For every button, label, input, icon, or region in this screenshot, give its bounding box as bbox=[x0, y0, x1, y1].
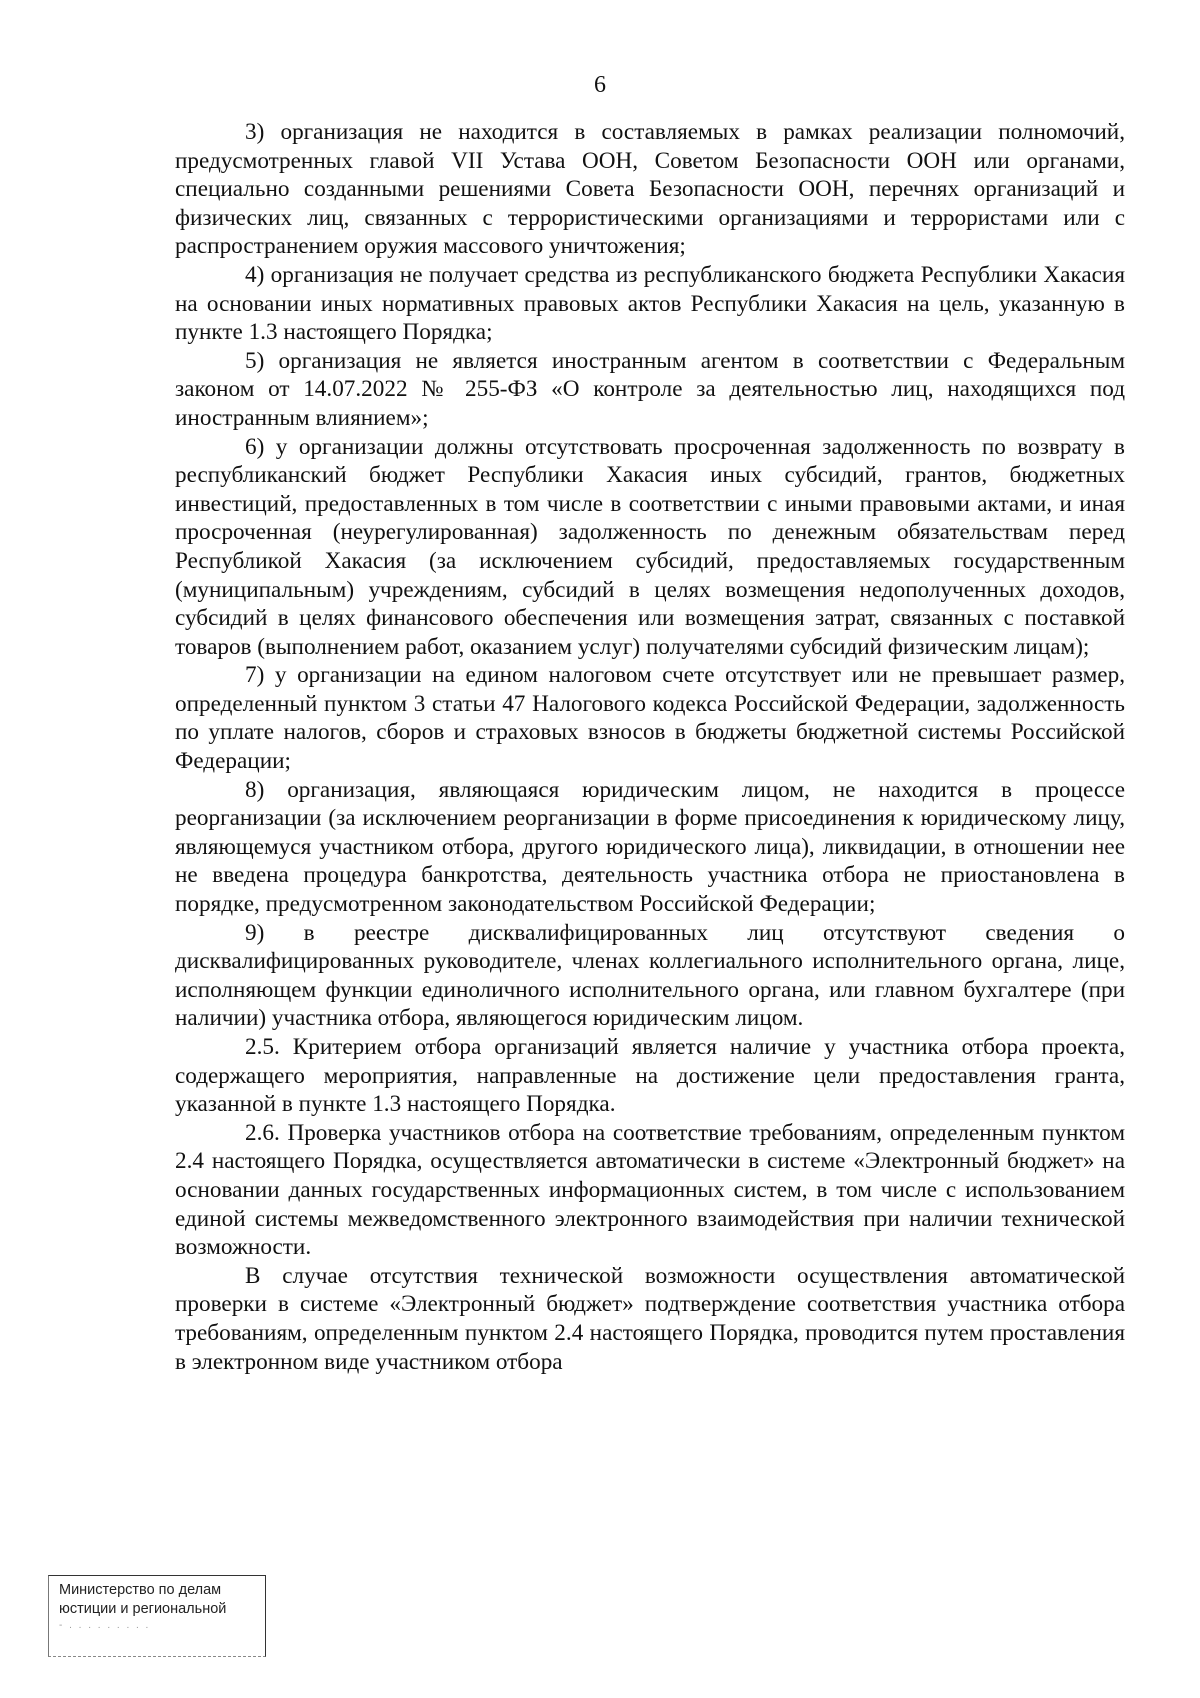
document-body bbox=[175, 118, 1125, 1376]
paragraph-2-6: 2.6. Проверка участников отбора на соответствие требованиям, определенным пунктом 2.4 настоящего Порядка, осуществляется автоматически в системе «Электронный бюджет» на основании данных государственных информационных систем, в том числе с использованием единой системы межведомственного электронного взаимодействия при наличии технической возможности. bbox=[175, 1119, 1125, 1261]
stamp-line-1: Министерство по делам bbox=[59, 1582, 222, 1598]
paragraph-item-8: 8) организация, являющаяся юридическим лицом, не находится в процессе реорганизации (за исключением реорганизации в форме присоединения к юридическому лицу, являющемуся участником отбора, другого юридического лица), ликвидации, в отношении нее не введена процедура банкротства, деятельность участника отбора не приостановлена в порядке, предусмотренном законодательством Российской Федерации; bbox=[175, 776, 1125, 918]
paragraph-item-4: 4) организация не получает средства из республиканского бюджета Республики Хакасия на основании иных нормативных правовых актов Республики Хакасия на цель, указанную в пункте 1.3 настоящего Порядка; bbox=[175, 261, 1125, 346]
page-number: 6 bbox=[594, 72, 606, 98]
stamp-line-3: - . . . . . . . . . bbox=[59, 1620, 151, 1631]
ministry-stamp bbox=[48, 1575, 266, 1657]
paragraph-item-7: 7) у организации на едином налоговом счете отсутствует или не превышает размер, определенный пунктом 3 статьи 47 Налогового кодекса Российской Федерации, задолженность по уплате налогов, сборов и страховых взносов в бюджеты бюджетной системы Российской Федерации; bbox=[175, 662, 1125, 775]
paragraph-item-9: 9) в реестре дисквалифицированных лиц отсутствуют сведения о дисквалифицированных руководителе, членах коллегиального исполнительного органа, лице, исполняющем функции единоличного исполнительного органа, или главном бухгалтере (при наличии) участника отбора, являющегося юридическим лицом. bbox=[175, 919, 1125, 1032]
paragraph-technical-absence: В случае отсутствия технической возможности осуществления автоматической проверки в системе «Электронный бюджет» подтверждение соответствия участника отбора требованиям, определенным пунктом 2.4 настоящего Порядка, проводится путем проставления в электронном виде участником отбора bbox=[175, 1262, 1125, 1375]
paragraph-item-3: 3) организация не находится в составляемых в рамках реализации полномочий, предусмотренных главой VII Устава ООН, Советом Безопасности ООН или органами, специально созданными решениями Совета Безопасности ООН, перечнях организаций и физических лиц, связанных с террористическими организациями и террористами или с распространением оружия массового уничтожения; bbox=[175, 119, 1125, 260]
paragraph-2-5: 2.5. Критерием отбора организаций является наличие у участника отбора проекта, содержащего мероприятия, направленные на достижение цели предоставления гранта, указанной в пункте 1.3 настоящего Порядка. bbox=[175, 1034, 1125, 1118]
stamp-line-2: юстиции и региональной bbox=[59, 1601, 227, 1617]
paragraph-item-5: 5) организация не является иностранным агентом в соответствии с Федеральным законом от 14.07.2022 № 255-ФЗ «О контроле за деятельностью лиц, находящихся под иностранным влиянием»; bbox=[175, 347, 1125, 431]
paragraph-item-6: 6) у организации должны отсутствовать просроченная задолженность по возврату в республиканский бюджет Республики Хакасия иных субсидий, грантов, бюджетных инвестиций, предоставленных в том числе в соответствии с иными правовыми актами, и иная просроченная (неурегулированная) задолженность по денежным обязательствам перед Республикой Хакасия (за исключением субсидий, предоставляемых государственным (муниципальным) учреждениям, субсидий в целях возмещения недополученных доходов, субсидий в целях финансового обеспечения или возмещения затрат, связанных с поставкой товаров (выполнением работ, оказанием услуг) получателями субсидий физическим лицам); bbox=[175, 433, 1125, 660]
